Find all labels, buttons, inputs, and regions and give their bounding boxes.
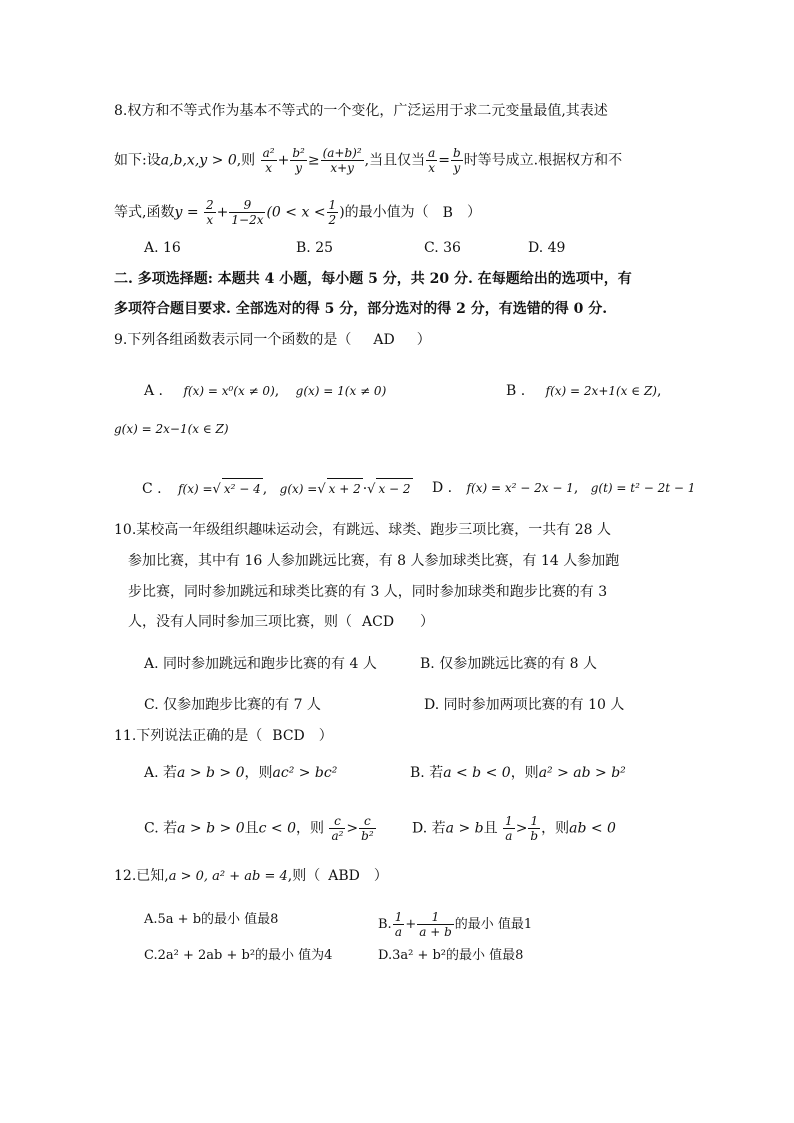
q11-answer: BCD xyxy=(272,728,305,744)
q11-d-frac-1: $\frac{1}{a}$ xyxy=(505,814,513,843)
q8-line-1 xyxy=(114,101,608,121)
q10-option-b: B. 仅参加跳远比赛的有 8 人 xyxy=(420,656,597,672)
q11-option-b: B. 若a < b < 0，则a² > ab > b² xyxy=(410,765,626,781)
q8-text-3a: 等式,函数 xyxy=(114,204,175,221)
q8-frac-b2-y: $\frac{\text{b²}}{y}$ xyxy=(292,146,305,175)
q9-option-b: B . f(x) = 2x+1(x ∈ Z), xyxy=(506,383,662,399)
q8-y: y = xyxy=(174,204,199,221)
q8-frac-9: $\frac{9}{1-2x}$ xyxy=(231,198,264,227)
q10-option-c: C. 仅参加跑步比赛的有 7 人 xyxy=(144,697,321,713)
q8-answer: B xyxy=(442,204,453,221)
q11-d-frac-2: $\frac{1}{b}$ xyxy=(530,814,539,843)
q10-answer: ACD xyxy=(362,614,395,630)
q8-frac-half: $\frac{1}{2}$ xyxy=(328,198,337,227)
q9-d-f: f(x) = x² − 2x − 1 xyxy=(466,481,574,495)
q11-stem: 11.下列说法正确的是（ BCD ） xyxy=(114,728,333,744)
q12-option-b: B. $\frac{1}{a}$ + $\frac{1}{a + b}$ 的最小 值最1 xyxy=(378,910,533,939)
q8-text-1: 8.权方和不等式作为基本不等式的一个变化，广泛运用于求二元变量最值,其表述 xyxy=(114,103,608,119)
q12-option-a: A.5a + b的最小 值最8 xyxy=(144,912,279,927)
q12-condition: a > 0, a² + ab = 4 xyxy=(168,869,288,884)
q8-eq: = xyxy=(438,152,450,169)
q9-answer: AD xyxy=(373,332,395,348)
q8-option-c: C. 36 xyxy=(424,240,461,256)
q8-plus-2: + xyxy=(216,204,229,221)
q9-a-g: g(x) = 1(x ≠ 0) xyxy=(295,384,387,398)
q8-frac-b-y: $\frac{b}{y}$ xyxy=(453,146,461,175)
q8-frac-sum: $\frac{\text{(a+b)²}}{x+y}$ xyxy=(322,146,362,175)
q11-c-frac-2: $\frac{c}{\text{b²}}$ xyxy=(361,814,374,843)
q10-option-a: A. 同时参加跳远和跑步比赛的有 4 人 xyxy=(144,656,377,672)
q8-text-2d: 时等号成立.根据权方和不 xyxy=(463,152,623,169)
q8-option-b: B. 25 xyxy=(296,240,334,256)
q8-frac-a-x: $\frac{a}{x}$ xyxy=(428,146,436,175)
q9-option-c: C . f(x) =√ x² − 4 , g(x) =√ x + 2 ·√ x − 2 xyxy=(142,478,413,500)
q10-option-d: D. 同时参加两项比赛的有 10 人 xyxy=(424,697,625,713)
q8-text-3c: ） xyxy=(466,204,481,221)
q10-line-1: 10.某校高一年级组织趣味运动会，有跳远、球类、跑步三项比赛，一共有 28 人 xyxy=(114,522,611,538)
q12-answer: ABD xyxy=(328,868,360,884)
q9-c-f-radicand: x² − 4 xyxy=(222,478,263,499)
q11-option-a: A. 若a > b > 0，则ac² > bc² xyxy=(144,765,338,781)
q8-vars: a,b,x,y > 0 xyxy=(160,152,237,169)
q9-c-g-radicand-1: x + 2 xyxy=(327,478,363,499)
q9-b-g: g(x) = 2x−1(x ∈ Z) xyxy=(114,422,229,436)
section2-line-2: 多项符合题目要求. 全部选对的得 5 分，部分选对的得 2 分，有选错的得 0 分. xyxy=(114,301,608,317)
q11-option-d: D. 若a > b且 $\frac{1}{a}$ > $\frac{1}{b}$ ，则ab < 0 xyxy=(412,814,616,843)
q8-text-2c: ,当且仅当 xyxy=(364,152,426,169)
q8-option-a: A. 16 xyxy=(144,240,181,256)
q8-frac-a2-x: $\frac{\text{a²}}{x}$ xyxy=(262,146,275,175)
q8-plus: + xyxy=(277,152,290,169)
q12-option-c: C.2a² + 2ab + b²的最小 值为4 xyxy=(144,948,333,963)
q8-text-2a: 如下:设 xyxy=(114,152,161,169)
q12-b-frac-1: $\frac{1}{a}$ xyxy=(394,910,403,939)
q9-b-f: f(x) = 2x+1(x ∈ Z) xyxy=(545,384,657,398)
q9-option-b-g xyxy=(114,419,229,439)
q8-text-3b: 的最小值为（ xyxy=(344,204,429,221)
q10-line-3: 步比赛，同时参加跳远和球类比赛的有 3 人，同时参加球类和跑步比赛的有 3 xyxy=(128,584,608,600)
q9-d-g: g(t) = t² − 2t − 1 xyxy=(590,481,696,495)
q9-c-g-radicand-2: x − 2 xyxy=(376,478,412,499)
q8-geq: ≥ xyxy=(307,152,320,169)
q11-option-c: C. 若a > b > 0且c < 0，则 $\frac{c}{\text{a²}}$ > $\frac{c}{\text{b²}}$ xyxy=(144,814,374,843)
q8-option-d: D. 49 xyxy=(528,240,566,256)
q11-c-frac-1: $\frac{c}{\text{a²}}$ xyxy=(331,814,344,843)
q8-domain-b: ) xyxy=(339,204,345,221)
q9-option-a: A . f(x) = x⁰(x ≠ 0), g(x) = 1(x ≠ 0) xyxy=(144,383,387,399)
q8-text-2b: ,则 xyxy=(236,152,256,169)
q9-option-d: D . f(x) = x² − 2x − 1, g(t) = t² − 2t − 1 xyxy=(432,480,696,496)
q8-domain-a: (0 < x < xyxy=(266,204,326,221)
q9-a-f: f(x) = x⁰(x ≠ 0) xyxy=(183,384,275,398)
q10-line-4: 人，没有人同时参加三项比赛，则（ ACD ） xyxy=(128,614,435,630)
q12-stem: 12.已知,a > 0, a² + ab = 4,则（ ABD ） xyxy=(114,868,388,884)
section2-line-1: 二. 多项选择题: 本题共 4 小题，每小题 5 分，共 20 分. 在每题给出的选项中，有 xyxy=(114,271,632,287)
q8-line-2 xyxy=(114,146,622,175)
q12-option-d: D.3a² + b²的最小 值最8 xyxy=(378,948,524,963)
q8-line-3 xyxy=(114,198,481,227)
q12-b-frac-2: $\frac{1}{a + b}$ xyxy=(419,910,452,939)
q9-stem: 9.下列各组函数表示同一个函数的是（ AD ） xyxy=(114,332,431,348)
q8-frac-2-x: $\frac{2}{x}$ xyxy=(206,198,214,227)
q10-line-2: 参加比赛，其中有 16 人参加跳远比赛，有 8 人参加球类比赛，有 14 人参加跑 xyxy=(128,553,620,569)
